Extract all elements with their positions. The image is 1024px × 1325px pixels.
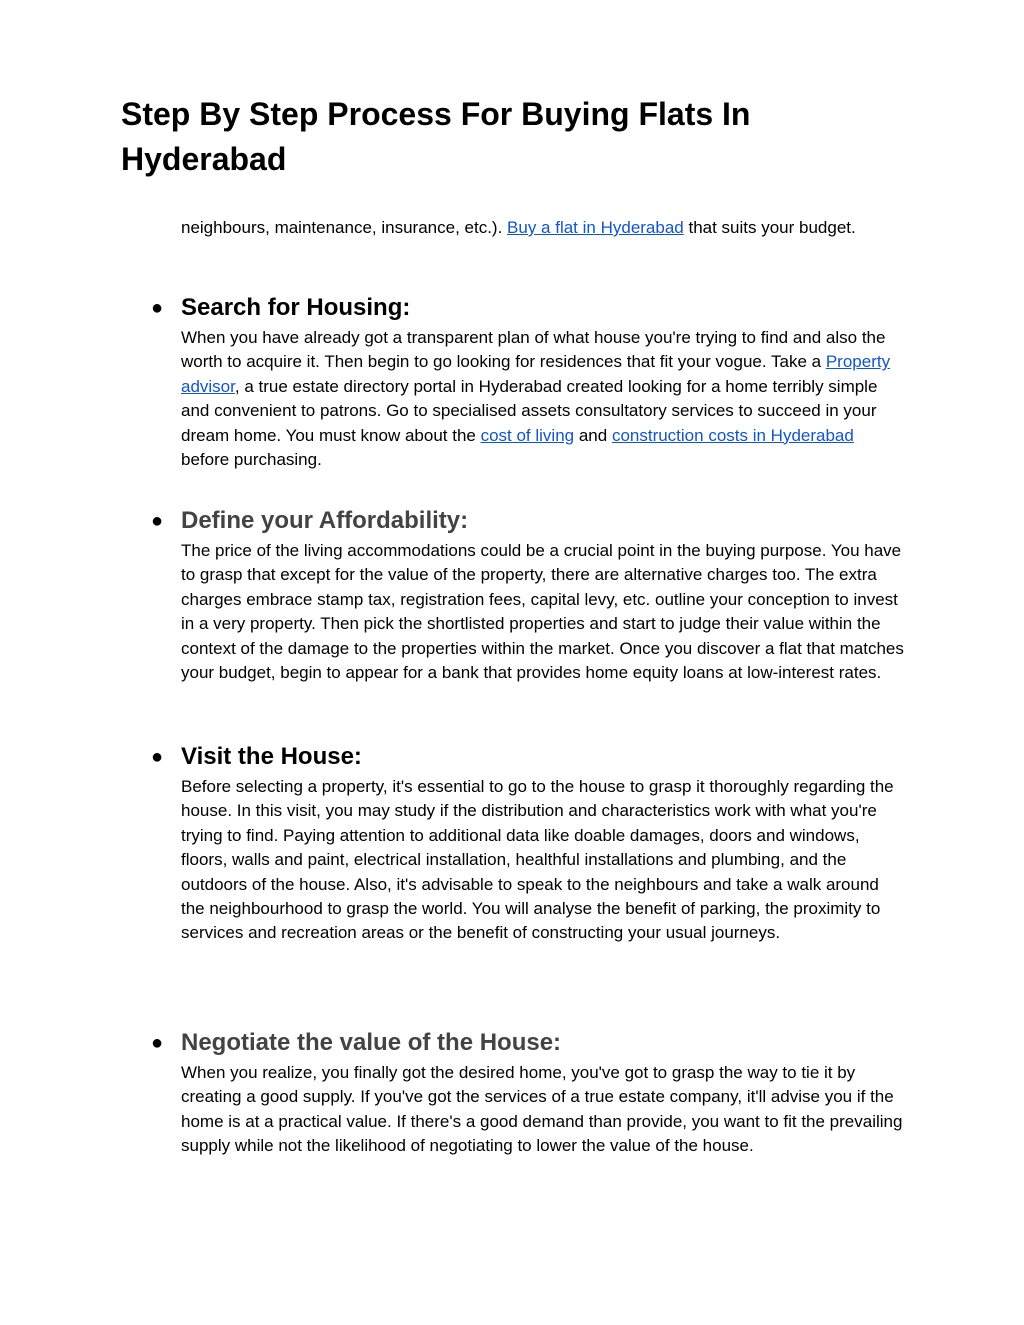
page-title: Step By Step Process For Buying Flats In Hyderabad [121,96,751,177]
section-text: and [574,425,612,445]
section-body [181,326,905,472]
bullet-icon: ● [151,1032,164,1054]
construction-costs-link[interactable]: construction costs in Hyderabad [611,425,854,445]
section-text: When you have already got a transparent plan of what house you're trying to find and also the worth to acquire it. Then begin to go looking for residences that fit your vogue. Take a [181,328,886,372]
section-visit-house [121,739,921,946]
section-text: , a true estate directory portal in Hyderabad created looking for a home terribly simple and convenient to patrons. Go to specialised assets consultatory services to succeed in your dream home. You must know about the [181,376,878,445]
intro-paragraph [181,216,901,240]
intro-text-after: that suits your budget. [683,218,856,237]
section-text: before purchasing. [181,450,322,470]
section-heading: Search for Housing: [181,294,411,321]
intro-text-before: neighbours, maintenance, insurance, etc.). [181,218,508,237]
section-negotiate [121,1025,921,1159]
bullet-icon: ● [151,510,164,532]
section-heading: Visit the House: [181,743,362,770]
cost-of-living-link[interactable]: cost of living [480,425,575,445]
property-advisor-link[interactable]: Property advisor [181,352,891,396]
bullet-icon: ● [151,297,164,319]
section-heading: Define your Affordability: [181,507,469,534]
buy-flat-link[interactable]: Buy a flat in Hyderabad [507,218,684,237]
section-affordability [121,503,921,685]
bullet-icon: ● [151,746,164,768]
section-search-housing [121,290,921,472]
section-body: Before selecting a property, it's essential to go to the house to grasp it thoroughly regarding the house. In this visit, you may study if the distribution and characteristics work with what you're trying to find. Paying attention to additional data like doable damages, doors and windows, floors, walls and paint, electrical installation, healthful installations and plumbing, and the outdoors of the house. Also, it's advisable to speak to the neighbours and take a walk around the neighbourhood to grasp the world. You will analyse the benefit of parking, the proximity to services and recreation areas or the benefit of constructing your usual journeys. [181,777,894,943]
section-heading: Negotiate the value of the House: [181,1029,562,1056]
section-body: When you realize, you finally got the desired home, you've got to grasp the way to tie it by creating a good supply. If you've got the services of a true estate company, it'll advise you if the home is at a practical value. If there's a good demand than provide, you want to fit the prevailing supply while not the likelihood of negotiating to lower the value of the house. [181,1063,903,1156]
section-body: The price of the living accommodations could be a crucial point in the buying purpose. You have to grasp that except for the value of the property, there are alternative charges too. The extra charges embrace stamp tax, registration fees, capital levy, etc. outline your conception to invest in a very property. Then pick the shortlisted properties and start to judge their value within the context of the damage to the properties within the market. Once you discover a flat that matches your budget, begin to appear for a bank that provides home equity loans at low-interest rates. [181,541,904,683]
